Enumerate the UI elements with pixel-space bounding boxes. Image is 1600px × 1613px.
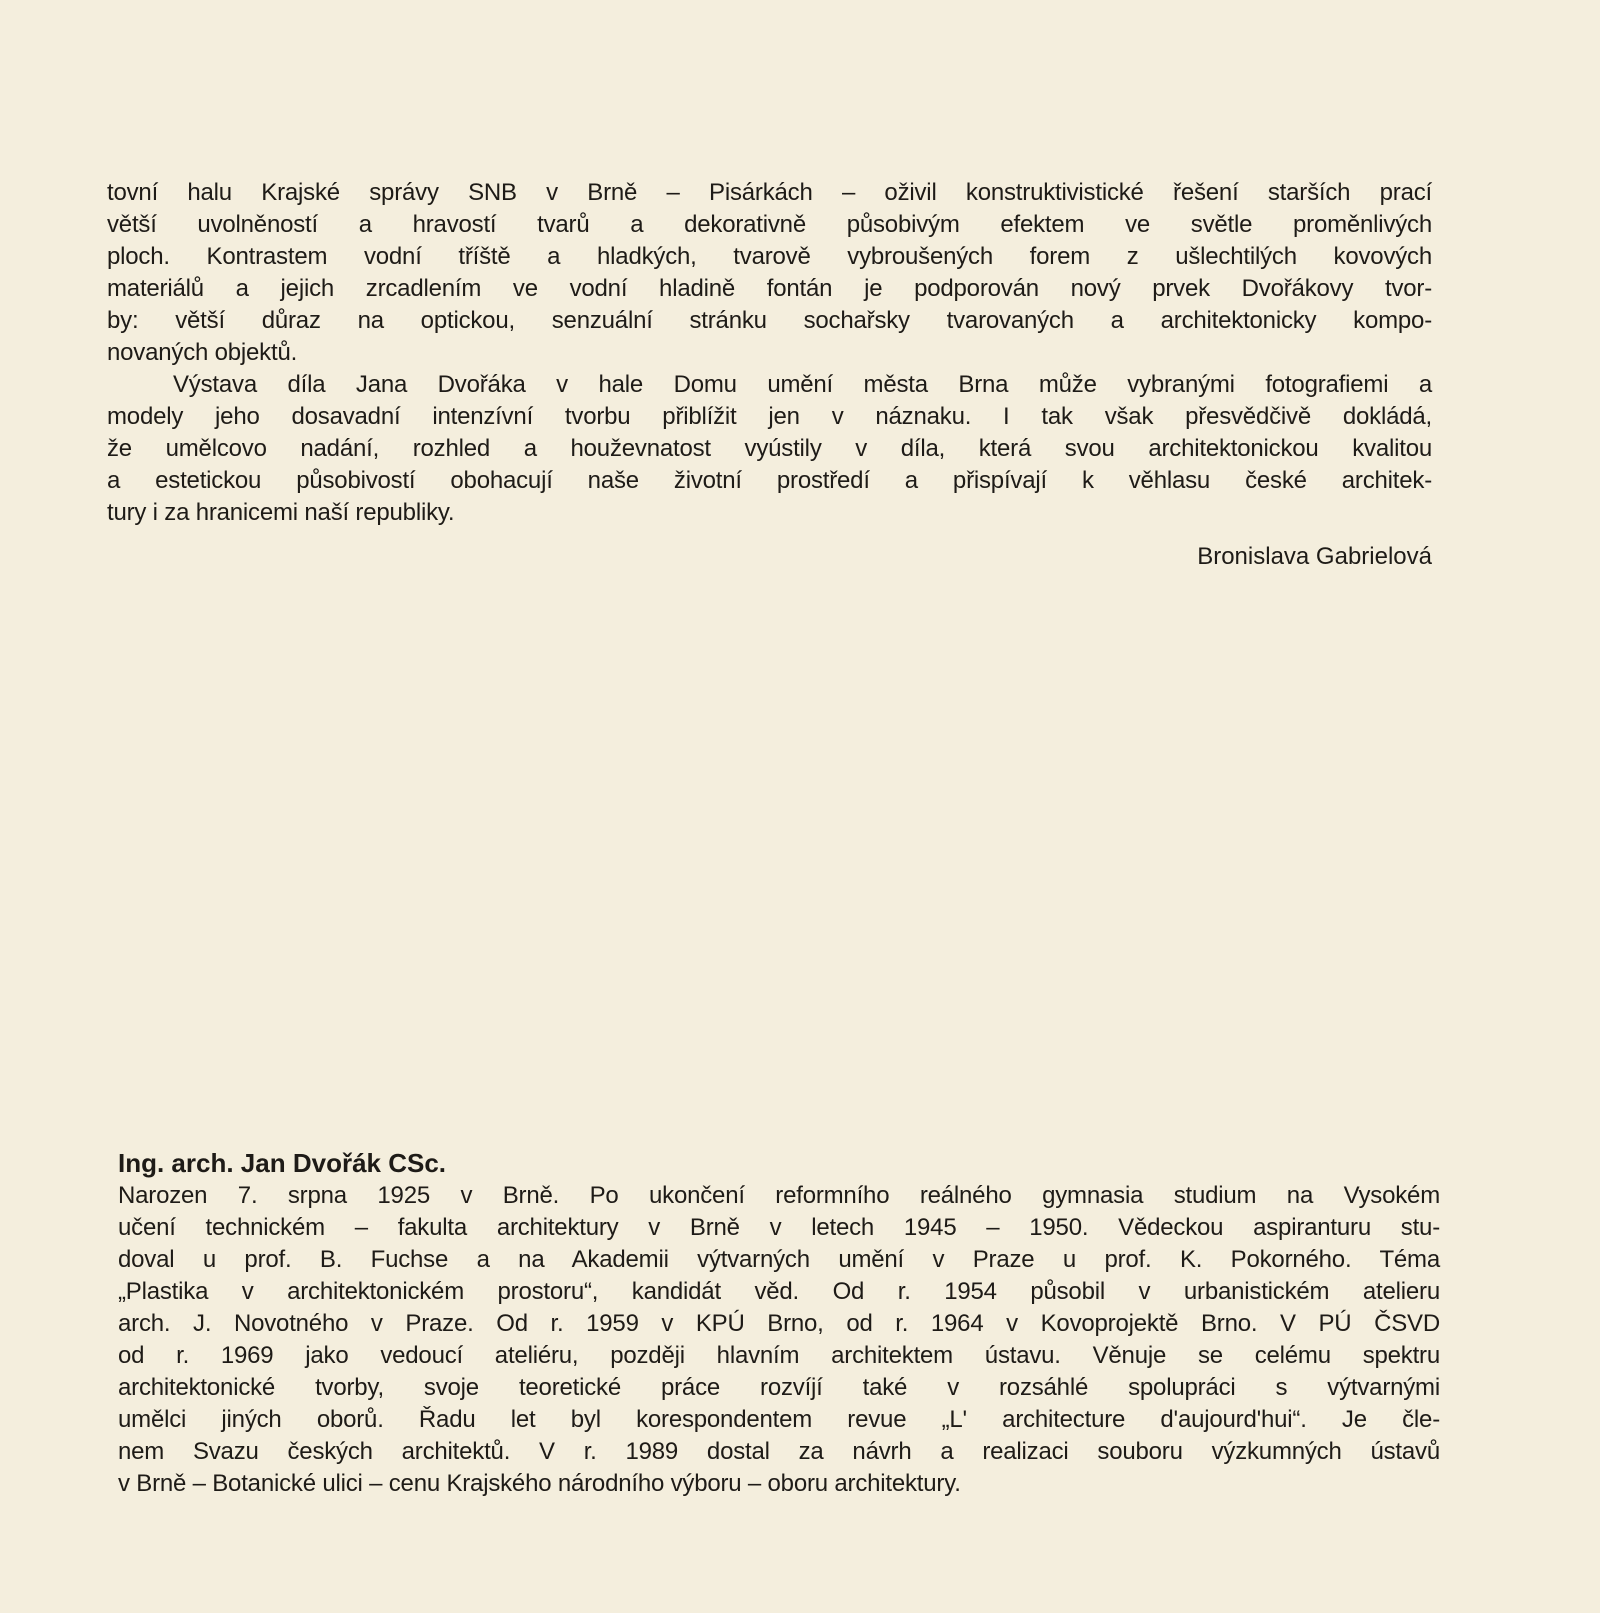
text-line: od r. 1969 jako vedoucí ateliéru, později hlavním architektem ústavu. Věnuje se celému spektru xyxy=(118,1342,1440,1369)
text-line: by: větší důraz na optickou, senzuální stránku sochařsky tvarovaných a architektonicky kompo- xyxy=(107,307,1432,334)
text-line: a estetickou působivostí obohacují naše životní prostředí a přispívají k věhlasu české architek- xyxy=(107,467,1432,494)
text-line: modely jeho dosavadní intenzívní tvorbu přiblížit jen v náznaku. I tak však přesvědčivě dokládá, xyxy=(107,403,1432,430)
text-line: materiálů a jejich zrcadlením ve vodní hladině fontán je podporován nový prvek Dvořákovy tvor- xyxy=(107,275,1432,302)
bio-heading: Ing. arch. Jan Dvořák CSc. xyxy=(118,1148,447,1178)
text-line: ploch. Kontrastem vodní tříště a hladkých, tvarově vybroušených forem z ušlechtilých kovových xyxy=(107,243,1432,270)
text-line: Narozen 7. srpna 1925 v Brně. Po ukončení reformního reálného gymnasia studium na Vysokém xyxy=(118,1182,1440,1209)
text-line: v Brně – Botanické ulici – cenu Krajského národního výboru – oboru architektury. xyxy=(118,1470,961,1497)
text-line: tovní halu Krajské správy SNB v Brně – Pisárkách – oživil konstruktivistické řešení starších prací xyxy=(107,179,1432,206)
text-line: „Plastika v architektonickém prostoru“, kandidát věd. Od r. 1954 působil v urbanistickém atelieru xyxy=(118,1278,1440,1305)
bio-text xyxy=(118,1180,1440,1500)
text-line: novaných objektů. xyxy=(107,339,298,366)
text-line: architektonické tvorby, svoje teoretické práce rozvíjí také v rozsáhlé spolupráci s výtvarnými xyxy=(118,1374,1440,1401)
text-line: umělci jiných oborů. Řadu let byl korespondentem revue „L' architecture d'aujourd'hui“. Je čle- xyxy=(118,1406,1440,1433)
text-line: že umělcovo nadání, rozhled a houževnatost vyústily v díla, která svou architektonickou kvalitou xyxy=(107,435,1432,462)
text-line: větší uvolněností a hravostí tvarů a dekorativně působivým efektem ve světle proměnlivých xyxy=(107,211,1432,238)
text-line: arch. J. Novotného v Praze. Od r. 1959 v KPÚ Brno, od r. 1964 v Kovoprojektě Brno. V PÚ ČSVD xyxy=(118,1310,1440,1337)
text-line: doval u prof. B. Fuchse a na Akademii výtvarných umění v Praze u prof. K. Pokorného. Téma xyxy=(118,1246,1440,1273)
paragraph-2 xyxy=(107,369,1432,529)
text-line: nem Svazu českých architektů. V r. 1989 dostal za návrh a realizaci souboru výzkumných ústavů xyxy=(118,1438,1440,1465)
paragraph-1 xyxy=(107,177,1432,369)
author-signature: Bronislava Gabrielová xyxy=(1197,543,1432,570)
text-line: učení technickém – fakulta architektury v Brně v letech 1945 – 1950. Vědeckou aspiranturu stu- xyxy=(118,1214,1440,1241)
text-line: tury i za hranicemi naší republiky. xyxy=(107,499,455,526)
article-text xyxy=(107,177,1432,529)
text-line: Výstava díla Jana Dvořáka v hale Domu umění města Brna může vybranými fotografiemi a xyxy=(173,371,1432,398)
